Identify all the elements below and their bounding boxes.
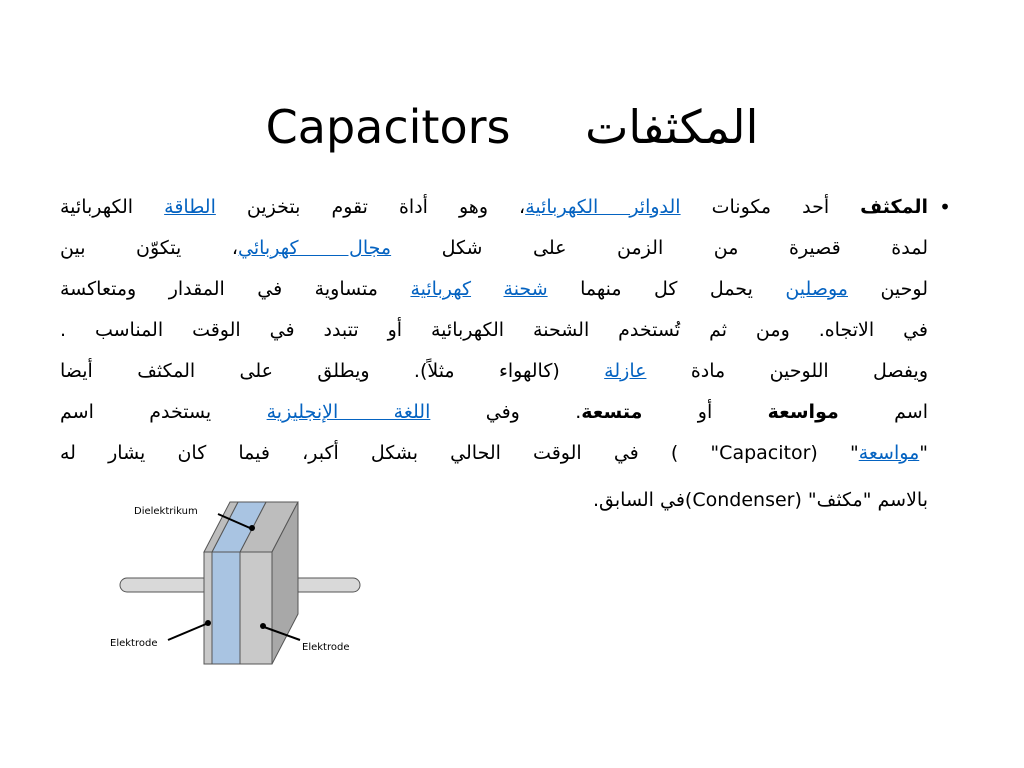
term-capacitor: المكثف bbox=[860, 196, 928, 218]
text-span: " bbox=[919, 442, 928, 464]
text-span: في الاتجاه. ومن ثم تُستخدم الشحنة الكهربائية أو تتبدد في الوقت المناسب . bbox=[60, 319, 928, 341]
slide-title bbox=[0, 96, 1024, 158]
label-dielectric: Dielektrikum bbox=[134, 506, 198, 517]
electrode-right-face bbox=[240, 552, 272, 664]
text-span: اسم bbox=[838, 401, 928, 423]
title-arabic: المكثفات bbox=[585, 100, 759, 154]
link-insulator[interactable]: عازلة bbox=[604, 360, 647, 382]
term-mawasaa: مواسعة bbox=[767, 401, 839, 423]
paragraph bbox=[60, 187, 928, 521]
text-line-4 bbox=[60, 310, 928, 351]
title-english: Capacitors bbox=[265, 100, 511, 154]
electrode-left-pointer bbox=[168, 624, 206, 640]
text-span: لوحين bbox=[847, 278, 928, 300]
text-span: ، يتكوّن بين bbox=[60, 237, 239, 259]
text-line-1 bbox=[60, 187, 928, 228]
label-electrode-right: Elektrode bbox=[302, 642, 350, 653]
bullet-icon: • bbox=[939, 195, 951, 219]
text-span: ويفصل اللوحين مادة bbox=[646, 360, 928, 382]
text-span: . وفي bbox=[430, 401, 582, 423]
link-electric[interactable]: كهربائية bbox=[410, 278, 472, 300]
text-line-2 bbox=[60, 228, 928, 269]
dielectric-face bbox=[212, 552, 240, 664]
bullet-content bbox=[60, 187, 960, 521]
electrode-left-face bbox=[204, 552, 212, 664]
term-mutasaa: متسعة bbox=[581, 401, 643, 423]
link-charge[interactable]: شحنة bbox=[503, 278, 548, 300]
text-span: بالاسم "مكثف" (Condenser)في السابق. bbox=[592, 489, 928, 511]
text-span: يستخدم اسم bbox=[60, 401, 267, 423]
link-mawasaa[interactable]: مواسعة bbox=[858, 442, 920, 464]
text-line-6 bbox=[60, 392, 928, 433]
text-span: (كالهواء مثلاً). ويطلق على المكثف أيضا bbox=[60, 360, 605, 382]
link-energy[interactable]: الطاقة bbox=[164, 196, 216, 218]
link-electric-circuits[interactable]: الدوائر الكهربائية bbox=[525, 196, 681, 218]
link-english-language[interactable]: اللغة الإنجليزية bbox=[266, 401, 431, 423]
capacitor-diagram bbox=[100, 490, 380, 670]
text-line-5 bbox=[60, 351, 928, 392]
text-span: الكهربائية bbox=[60, 196, 165, 218]
electrode-left-dot bbox=[205, 620, 211, 626]
electrode-right-dot bbox=[260, 623, 266, 629]
link-electric-field[interactable]: مجال كهربائي bbox=[238, 237, 392, 259]
text-line-3 bbox=[60, 269, 928, 310]
text-span: أو bbox=[642, 401, 768, 423]
text-span: أحد مكونات bbox=[680, 196, 861, 218]
text-line-7 bbox=[60, 433, 928, 474]
label-electrode-left: Elektrode bbox=[110, 638, 158, 649]
text-span bbox=[471, 278, 503, 300]
text-span: متساوية في المقدار ومتعاكسة bbox=[60, 278, 411, 300]
wire-left bbox=[120, 578, 210, 592]
text-span: " (Capacitor" ) في الوقت الحالي بشكل أكبر، فيما كان يشار له bbox=[60, 442, 859, 464]
text-span: لمدة قصيرة من الزمن على شكل bbox=[391, 237, 928, 259]
text-span: يحمل كل منهما bbox=[547, 278, 786, 300]
link-conductors[interactable]: موصلين bbox=[785, 278, 848, 300]
dielectric-dot bbox=[249, 525, 255, 531]
text-span: ، وهو أداة تقوم بتخزين bbox=[215, 196, 526, 218]
